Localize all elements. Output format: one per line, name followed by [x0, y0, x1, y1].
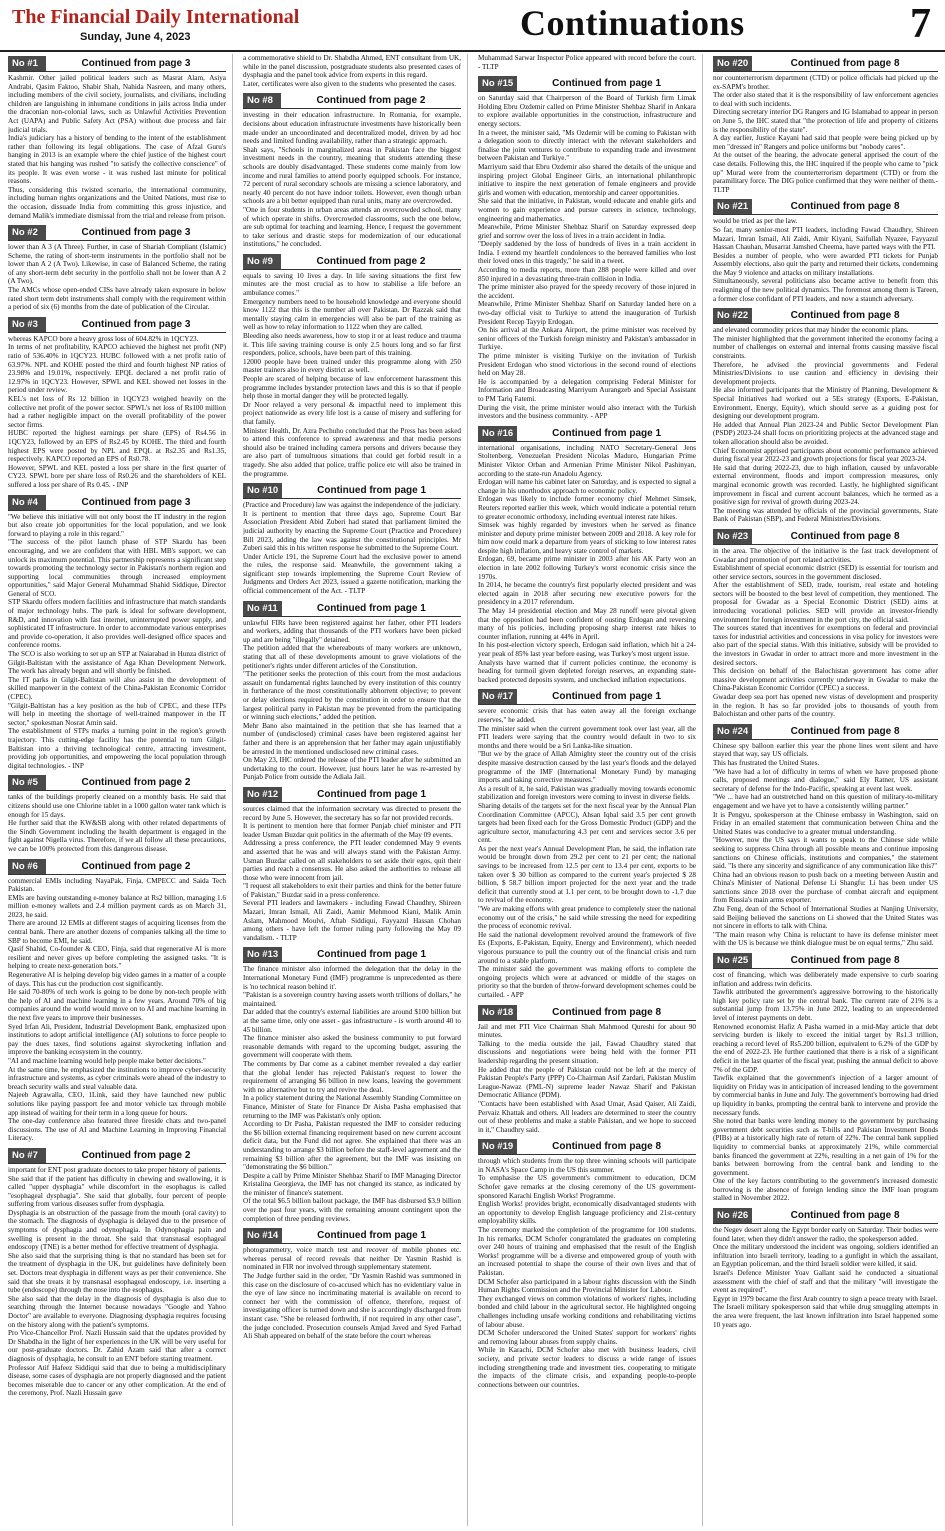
- article-header: [243, 1228, 461, 1244]
- column-2: [243, 54, 468, 1526]
- article-block: [713, 527, 938, 719]
- article-header: [713, 953, 938, 969]
- article-block: [478, 424, 696, 685]
- article-text: a commemorative shield to Dr. Shabdha Ahmed, ENT consultant from UK, while in the panel discussion, postgraduate students also presented cases of dysphagia and the panel took advice from experts in this regard. Later, certificates were also given to the students who presented the cases.: [243, 54, 461, 88]
- article-text: through which students from the top three winning schools will participate in NASA's Space Camp in the US this summer. To emphasise the US government's commitment to education, DCM Schofer gave remarks at the closing ceremony of the US government-sponsored Karachi English Works! Programme. English Works! provides bright, economically disadvantaged students with an opportunity to develop English language proficiency and 21st-century employability skills. The ceremony marked the completion of the programme for 100 students. In his remarks, DCM Schofer congratulated the graduates on completing over 240 hours of training and emphasised that the result of the English Works! programme will be a diverse and empowered group of youth with an increased potential to shape the course of their own lives and that of Pakistan. DCM Schofer also participated in a labour rights discussion with the Sindh Human Rights Commission and the Provincial Minister for Labour. They exchanged views on common violations of workers' rights, including bonded and child labour in the agricultural sector. He highlighted ongoing challenges including unsafe working conditions and rehabilitating victims of labour abuse. DCM Schofer underscored the United States' support for workers' rights and removing labour abuses from supply chains. While in Karachi, DCM Schofer also met with business leaders, civil society, and private sector leaders to discuss a wide range of issues including strengthening trade and investment ties, cooperating to mitigate the impacts of the climate crisis, and expanding people-to-people connections between our countries.: [478, 1157, 696, 1389]
- article-number: No #8: [243, 93, 281, 108]
- article-block: [243, 481, 461, 596]
- article-header: [8, 56, 226, 72]
- article-header: [8, 317, 226, 333]
- article-number: No #3: [8, 317, 46, 332]
- article-header: [243, 601, 461, 617]
- article-header: [713, 529, 938, 545]
- article-text: on Saturday said that Chairperson of the Board of Turkish firm Limak Holding Ebru Ozdemir called on Prime Minister Shehbaz Sharif in Ankara to explore available opportunities in the construction, infrastructure and energy sectors. In a tweet, the minister said, "Ms Ozdemir will be coming to Pakistan with a delegation soon to directly interact with the relevant stakeholders and finalise the joint ventures to contribute to expanding trade and investment between Pakistan and Turkiye." Marriyum said that Ebru Ozdemir also shared the details of the unique and inspiring project Global Engineer Girls, an international philanthropic initiative to inspire the next generation of female engineers and provide girls and women with education, mentorship and career opportunities. She said that the initiative, in Pakistan, would educate and enable girls and women to gain experience and pursue careers in science, technology, engineering and mathematics. Meanwhile, Prime Minister Shehbaz Sharif on Saturday expressed deep grief and sorrow over the loss of lives in a train accident in India. "Deeply saddened by the loss of hundreds of lives in a train accident in India. I extend my heartfelt condolences to the bereaved families who lost their loved ones in this tragedy," he said in a tweet. According to media reports, more than 288 people were killed and over 850 injured in a devastating three-train collision in India. The prime minister also prayed for the speedy recovery of those injured in the accident. Meanwhile, Prime Minister Shehbaz Sharif on Saturday landed here on a two-day official visit to Turkiye to attend the inauguration of Turkish President Recep Tayyip Erdogan. On his arrival at the Ankara Airport, the prime minister was received by senior officers of the Turkish foreign ministry and Pakistan's ambassador in Turkiye. The prime minister is visiting Turkiye on the invitation of Turkish President Erdogan who stood victorious in the second round of elections held on May 28. He is accompanied by a delegation comprising Federal Minister for Information and Broadcasting Marriyum Aurangzeb and Special Assistant to PM Tariq Fatemi. During the visit, the prime minister would also interact with the Turkish investors and the business community. - APP: [478, 94, 696, 421]
- continued-from-label: Continued from page 8: [790, 201, 900, 213]
- article-number: No #26: [713, 1208, 752, 1223]
- article-header: [8, 495, 226, 511]
- article-text: lower than A 3 (A Three). Further, in case of Shariah Compliant (Islamic) Scheme, the rating of short-term instruments in the portfolio shall not be lower than A 2 (A Two). Likewise, in case of Balanced Scheme, the rating of any short-term debt security in the portfolio shall not be lower than A 2 (A Two). The AMCs whose open-ended CISs have already taken exposure in below rated short term debt instruments shall comply with the requirement within a period of six (6) months from the date of publication of the Circular.: [8, 243, 226, 312]
- article-text: Kashmir. Other jailed political leaders such as Masrat Alam, Asiya Andrabi, Qasim Faktoo, Shabir Shah, Nahida Nasreen, and many others, including members of the civil society, journalists, and civilians, including children are languishing in inhumane conditions in jails across India under the draconian non-colonial laws, such as Unlawful Activities Prevention Act (UAPA) and Public Safety Act (PSA) without due process and fair judicial trials. India's judiciary has a history of bending to the intent of the establishment rather than following its legal obligations. The case of Afzal Guru's hanging in 2013 is an example where the chief justice of the highest court stated that his hanging was rushed "to satisfy the collective conscience" of its people. It was even worse - it was rushed last minute for political reasons. Thus, considering this twisted scenario, the international community, including human rights organizations and the United Nations, must rise to the occasion, dissuade India from committing this gross injustice, and demand Malik's immediate dismissal from the trial and release from prison.: [8, 74, 226, 220]
- continued-from-label: Continued from page 1: [316, 602, 426, 614]
- article-block: [8, 223, 226, 312]
- continued-from-label: Continued from page 1: [317, 949, 427, 961]
- article-text: sources claimed that the information secretary was directed to present the record by June 5. However, the secretary has so far not provided records. It is pertinent to mention here that former Punjab chief minister and PTI leader Usman Buzdar quit politics in the aftermath of the May 09 events. Addressing a press conference, the PTI leader condemned May 9 events and asserted that he was and will always stand with the Pakistan Army. Usman Buzdar called on all stakeholders to set aside their egos, quit their parties and reach a consensus. He also asked the authorities to release all those who were innocent from jail. "I request all stakeholders to exit their parties and think for the better future of Pakistan," Buzdar said in a press conference. Several PTI leaders and lawmakers - including Fawad Chaudhry, Shireen Mazari, Imran Ismail, Ali Zaidi, Aamir Mehmood Kiani, Malik Amin Aslam, Mahmood Moulvi, Aftab Siddiqui, Fayyazul Hassan Chohan among others - have left the former ruling party following the May 09 vandalism. - TLTP: [243, 804, 461, 942]
- continued-from-label: Continued from page 2: [316, 255, 426, 267]
- continued-from-label: Continued from page 1: [317, 485, 427, 497]
- column-1: [8, 54, 233, 1526]
- continued-from-label: Continued from page 1: [317, 1230, 427, 1242]
- article-columns: [8, 54, 938, 1526]
- article-number: No #18: [478, 1005, 517, 1020]
- article-header: [478, 689, 696, 705]
- article-number: No #13: [243, 947, 282, 962]
- article-block: [713, 951, 938, 1203]
- article-number: No #7: [8, 1148, 46, 1163]
- article-number: No #17: [478, 689, 517, 704]
- article-block: [713, 1206, 938, 1329]
- article-text: Jail and met PTI Vice Chairman Shah Mahmood Qureshi for about 90 minutes. Talking to the media outside the jail, Fawad Chaudhry stated that discussions and negotiations were being held with the former PTI leadership regarding the present situation. He added that the people of Pakistan could not be left at the mercy of Pakistan People's Party (PPP) Co-Chairman Asif Zardari, Pakistan Muslim League-Nawaz (PML-N) supreme leader Nawaz Sharif and Pakistan Democratic Alliance (PDM). "Contacts have been established with Asad Umar, Asad Qaiser, Ali Zaidi, Pervaiz Khattak and others. All leaders are determined to steer the country out of these problems and make a stable Pakistan, and we hope to succeed in it," Chaudhry said.: [478, 1022, 696, 1134]
- continued-from-label: Continued from page 2: [81, 860, 191, 872]
- article-header: [478, 1139, 696, 1155]
- article-header: [713, 199, 938, 215]
- article-text: equals to saving 10 lives a day. In life saving situations the first few minutes are the most crucial as to how to stabilise a life before an ambulance comes." Emergency numbers need to be household knowledge and everyone should know 1122 that this is the number all over Pakistan. Dr Razzak said that mentally staying calm in emergencies will also be part of the training as well as how to relay information to 1122 when they are called. Bleeding also needs awareness, how to stop it or at least reduce and trauma it. This life saving training course is only 2.5 hours long and so far first responders, police, schools, have been part of this training. 12000 people have been trained under this programme along with 250 master trainers also in every district as well. People are scared of helping because of law enforcement harassment this programme includes bystander protection laws and this is so that if people help those in mortal danger they will be protected legally. Dr Noor relayed a very personal & impactful need to implement this project nationwide as every life lost is a cause of misery and suffering for that family. Minister Health, Dr. Azra Pechuho concluded that the Press has been asked to attend this conference to spread awareness and that media persons should also be trained including camera persons and drivers because they are also part of tumultuous situations that could get forbid result in a tragedy. She also added that police, traffic police etc will also be trained in the programme.: [243, 271, 461, 478]
- article-number: No #14: [243, 1228, 282, 1243]
- article-block: [8, 315, 226, 490]
- article-number: No #23: [713, 529, 752, 544]
- article-text: international organisations, including NATO Secretary-General Jens Stoltenberg, Venezuelan President Nicolas Maduro, Hungarian Prime Minister Viktor Orban and Armenian Prime Minister Nikol Pashinyan, according to the state-run Anadolu Agency. Erdogan will name his cabinet later on Saturday, and is expected to signal a change in his unorthodox approach to economic policy. Erdogan was likely to include former economy chief Mehmet Simsek, Reuters reported earlier this week, which would indicate a potential return to greater economic orthodoxy, including eventual interest rate hikes. Simsek was highly regarded by investors when he served as finance minister and deputy prime minister between 2009 and 2018. A key role for him now could mark a departure from years of sticking to low interest rates despite high inflation, and heavy state control of markets. Erdogan, 69, became prime minister in 2003 after his AK Party won an election in late 2002 following Turkey's worst economic crisis since the 1970s. In 2014, he became the country's first popularly elected president and was elected again in 2018 after securing new executive powers for the presidency in a 2017 referendum. The May 14 presidential election and May 28 runoff were pivotal given that the opposition had been confident of ousting Erdogan and reversing many of his policies, including proposing sharp interest rate hikes to counter inflation, running at 44% in April. In his post-election victory speech, Erdogan said inflation, which hit a 24-year peak of 85% last year before easing, was Turkey's most urgent issue. Analysts have warned that if current policies continue, the economy is heading for turmoil given depleted foreign reserves, an expanding state-backed protected deposits system, and unchecked inflation expectations.: [478, 443, 696, 684]
- continued-from-label: Continued from page 8: [790, 1210, 900, 1222]
- article-block: [8, 493, 226, 771]
- article-block: [8, 54, 226, 220]
- article-block: [243, 785, 461, 943]
- article-header: [8, 859, 226, 875]
- article-block: [713, 306, 938, 524]
- article-number: No #16: [478, 426, 517, 441]
- article-block: [243, 54, 461, 88]
- article-text: unlawful FIRs have been registered against her father, other PTI leaders and workers, adding that thousands of the PTI workers have been picked up and are being "illegally" detained. The petition added that the whereabouts of many workers are unknown, stating that all of these developments amount to grave violations of the petitioner's rights under different articles of the Constitution. "The petitioner seeks the protection of this court from the most audacious assault on fundamental rights launched by every institution of this country in furtherance of the most constitutionally abhorrent objective; to prevent or delay elections required by the constitution in order to ensure that the largest political party in Pakistan may be prevented from the participating or winning such elections," added the petition. Mehr Bano also maintained in the petition that she has learned that a number of (undisclosed) criminal cases have been registered against her father and there is an apprehension that her father may again unjustifiably be arrested in the mentioned undisclosed new criminal cases. On May 23, IHC ordered the release of the PTI leader after he submitted an undertaking to the court. However, just hours later he was re-arrested by Punjab Police from outside the Adiala Jail.: [243, 618, 461, 782]
- continued-from-label: Continued from page 2: [316, 95, 426, 107]
- article-number: No #2: [8, 225, 46, 240]
- article-text: investing in their education infrastructure. In Romania, for example, decisions about education infrastructure investments have historically been made under an uncoordinated and decentralized model, driven by ad hoc needs and limited funding availability, rather than a strategic approach. Shah says, "Schools in marginalized areas in Pakistan face the biggest investment needs in the country, meaning that students attending these schools are doubly disadvantaged. These students come mainly from low income and rural families to attend poorly equipped schools. For instance, 72 percent of rural secondary schools are missing a science laboratory, and nearly 40 percent do not have indoor toilets. However, even though urban schools are a bit better equipped than rural units, many are overcrowded. "One in four students in urban areas attends an overcrowded school, many of which operate in shifts. Overcrowded classrooms, such the one below, are sub optimal for teaching and learning. Hence, I request the government to take serious and drastic steps for modernization of our educational institutions," he concluded.: [243, 111, 461, 249]
- column-3: [478, 54, 703, 1526]
- article-block: [243, 91, 461, 249]
- article-text: would be tried as per the law. So far, many senior-most PTI leaders, including Fawad Chaudhry, Shireen Mazari, Imran Ismail, Ali Zaidi, Amir Kiyani, Saifullah Nyazee, Fayyazul Hassan Chauhan, Musarrat Jamshed Cheema, have parted ways with the PTI. Besides a number of people, who were awarded PTI tickets for Punjab Assembly elections, also quit the party and returned their tickets, condemning the May 9 violence and attacks on military installations. Simultaneously, several politicians also became active to benefit from this realigning of the new political dynamics. The foremost among them is Tareen, a former close confidant of PTI leaders, and now a staunch adversary.: [713, 217, 938, 303]
- article-text: in the area. The objective of the initiative is the fast track development of Gwadar and promotion of port related activities. Establishment of special economic district (SED) is essential for tourism and other service sectors, sources in the government disclosed. After the establishment of SED, trade, tourism, real estate and hoteling sectors will be boosted to the best level of competition, they mentioned. The proposal for Gwadar as a Special Economic District (SED) aims at introducing vocational policies. SED will provide an investor-friendly environment for foreign investment in the port city, the official said. The sources stated that incentives for exemptions on federal and provincial taxes for industrial activities and concessions in visa policy for investors were also part of the special status. With this initiative, subsidy will be provided to the investors in Gwadar in order to attract more and more investment in the desired sectors. This decision on behalf of the Balochistan government has come after massive development activities currently underway in Gwadar to make the China-Pakistan Economic Corridor (CPEC) a success. Gwadar deep sea port has opened new vistas of development and prosperity in the region. It has so far provided jobs to thousands of youth from Balochistan and other parts of the country.: [713, 546, 938, 719]
- article-block: [8, 773, 226, 853]
- article-header: [243, 254, 461, 270]
- article-number: No #19: [478, 1139, 517, 1154]
- article-number: No #25: [713, 953, 752, 968]
- article-number: No #21: [713, 199, 752, 214]
- continued-from-label: Continued from page 8: [790, 725, 900, 737]
- article-header: [243, 947, 461, 963]
- article-header: [243, 93, 461, 109]
- article-header: [713, 1208, 938, 1224]
- article-header: [243, 787, 461, 803]
- article-number: No #20: [713, 56, 752, 71]
- article-number: No #12: [243, 787, 282, 802]
- continued-from-label: Continued from page 1: [317, 788, 427, 800]
- article-block: [478, 54, 696, 71]
- article-text: and elevated commodity prices that may hinder the economic plans. The minister highlighted that the government inherited the economy facing a number of challenges on external and internal fronts causing massive fiscal constraints. Therefore, he advised the provincial governments and Federal Ministries/Divisions to use caution and efficiency in devising their development projects. He also informed participants that the Ministry of Planning, Development & Special Initiatives had worked out a 5Es strategy (Exports, E-Pakistan, Environment, Energy, Equity), which should serve as a guiding post for designing our development program. He added that Annual Plan 2023-24 and Public Sector Development Plan (PSDP) 2023-24 shall focus on prioritizing projects at the advanced stage and token allocation should also be avoided. Chief Economist apprised participants about economic performance achieved during fiscal year 2022-23 and growth projections for fiscal year 2023-24. He said that during 2022-23, due to high inflation, caused by unfavorable external environment, floods and import compression measures, only marginal economic growth was recorded. Lastly, he highlighted significant improvement in fiscal and current account balances, which he termed as a positive sign for revival of growth during 2023-24. The meeting was attended by officials of the provincial governments, State Bank of Pakistan (SBP), and Federal Ministries/Divisions.: [713, 326, 938, 524]
- article-number: No #15: [478, 76, 517, 91]
- article-number: No #4: [8, 495, 46, 510]
- continued-from-label: Continued from page 1: [552, 427, 662, 439]
- continued-from-label: Continued from page 8: [790, 530, 900, 542]
- continued-from-label: Continued from page 3: [81, 58, 191, 69]
- page-number: 7: [910, 1, 931, 47]
- article-number: No #11: [243, 601, 282, 616]
- section-title: Continuations: [520, 3, 745, 43]
- article-block: [713, 54, 938, 194]
- article-header: [243, 483, 461, 499]
- article-block: [8, 857, 226, 1143]
- continued-from-label: Continued from page 8: [790, 955, 900, 967]
- article-number: No #1: [8, 56, 46, 71]
- article-block: [478, 74, 696, 421]
- article-text: Chinese spy balloon earlier this year the phone lines went silent and have stayed that way, say US officials. This has frustrated the United States. "We have had a lot of difficulty in terms of when we have proposed phone calls, proposed meetings and dialogue," said Ely Ratner, US assistant secretary of defense for the Indo-Pacific, speaking at event last week. "We ... have had an outstretched hand on this question of military-to-military engagement and we have yet to have a consistently willing partner." It is Pengyu, spokesperson at the Chinese embassy in Washington, said on Friday in an emailed statement that communication between China and the United States was conducive to a greater mutual understanding. "However, now the US says it wants to speak to the Chinese side while seeking to suppress China through all possible means and continue imposing sanctions on Chinese officials, institutions and companies," the statement said. "Is there any sincerity and significance of any communication like this?" China had an obvious reason to push back on a meeting between Austin and China's Minister of National Defense Li Shangfu: Li has been under US sanctions since 2018 over the purchase of combat aircraft and equipment from Russia's main arms exporter. Zhu Feng, dean of the School of International Studies at Nanjing University, said Beijing believed the sanctions on Li showed that the United States was not sincere in efforts to talk with China. "The main reason why China is reluctant to have its defense minister meet with the US is because we think dialogue must be on equal terms," Zhu said.: [713, 741, 938, 948]
- article-text: the Negev desert along the Egypt border early on Saturday. Their bodies were found later, when they didn't answer the radio, the spokesperson added. Once the military understood the incident was ongoing, soldiers identified an infiltration into Israeli territory, leading to a gunfight in which the assailant, an Egyptian policeman, and the third Israeli soldier were killed, it said. Israel's Defence Minister Yoav Gallant said he conducted a situational assessment with the chief of staff and that the military "will investigate the event as required". Egypt in 1979 became the first Arab country to sign a peace treaty with Israel. The Israeli military spokesperson said that while drug smuggling attempts in the area were frequent, the last known infiltration into Israel happened some 10 years ago.: [713, 1226, 938, 1329]
- article-block: [478, 1003, 696, 1135]
- article-text: commercial EMIs including NayaPak, Finja, CMPECC and Saida Tech Pakistan. EMIs are having outstanding e-money balance at Rs2 billion, managing 1.6 million e-money wallets and 2.4 million payment cards as on March 31, 2023, he said. There are around 12 EMIs at different stages of acquiring licenses from the central bank. There are another dozens of companies talking all the time to SBP to become EMI, he said. Qasif Shahid, Co-founder & CEO, Finja, said that regenerative AI is more resilient and never gives up before completing the assigned tasks. "It is helping to create next-generation bots." Regenerative AI is helping develop big video games in a matter of a couple of days. This has cut the production cost significantly. He said 70-80% of tech work is going to be done by non-tech people with the help of AI and machine learning in a few years. Around 70% of big companies around the world would move on to AI and machine learning in the next five years to improve their businesses. Syed Irfan Ali, President, Industrial Development Bank, emphasized upon institutions to adopt artificial intelligence (AI) solutions to force people to pay the dues taxes, find solutions against skyrocketing inflation and improve the banking ecosystem in the country. "AI and machine learning would help people make better decisions." At the same time, he emphasized the institutions to improve cyber-security infrastructure and systems, as cyber criminals were ahead of the industry to breach security walls and steal valuable data. Najeeb Agrawalla, CEO, 1Link, said they have launched new public solutions like paying passport fee and motor vehicle tax through mobile app instead of waiting for their term in a long queue for hours. The one-day conference also featured three fireside chats and two-panel discussions. The use of AI and Machine Learning in Improving Financial Literacy.: [8, 876, 226, 1143]
- article-block: [478, 687, 696, 999]
- article-number: No #10: [243, 483, 282, 498]
- continued-from-label: Continued from page 1: [552, 691, 662, 703]
- continued-from-label: Continued from page 1: [552, 78, 662, 90]
- continued-from-label: Continued from page 8: [790, 58, 900, 69]
- article-header: [713, 308, 938, 324]
- article-header: [8, 1148, 226, 1164]
- continued-from-label: Continued from page 2: [81, 1149, 191, 1161]
- continued-from-label: Continued from page 3: [81, 318, 191, 330]
- article-header: [478, 426, 696, 442]
- article-header: [8, 225, 226, 241]
- continued-from-label: Continued from page 3: [81, 227, 191, 239]
- article-number: No #5: [8, 775, 46, 790]
- continued-from-label: Continued from page 8: [790, 310, 900, 322]
- article-text: The finance minister also informed the delegation that the delay in the International Monetary Fund (IMF) programme is unprecedented as there is 'no technical reason behind it'. "Pakistan is a sovereign country having assets worth trillions of dollars," he maintained. Dar added that the country's external liabilities are around $100 billion but at the same time, only one asset - gas infrastructure - is worth around 40 to 45 billion. The finance minister also asked the business community to put forward reasonable demands with regard to the upcoming budget, assuring the government will cooperate with them. The comments by Dar come as a cabinet member revealed a day earlier that the global lender has rejected Pakistan's request to lower the requirement of arranging $6 billion in new loans, leaving the government with no alternative but to try and revive the deal. In a policy statement during the National Assembly Standing Committee on Finance, Minister of State for Finance Dr Aisha Pasha emphasised that returning to the IMF was Pakistan's only option. According to Dr Pasha, Pakistan requested the IMF to consider reducing the $6 billion external financing requirement based on new current account deficit data, but the Fund did not agree. She explained that there was an understanding to arrange $3 billion before the staff-level agreement and the remaining $3 billion after the agreement, but the IMF was insisting on "demonstrating the $6 billion." Despite a call by Prime Minister Shehbaz Sharif to IMF Managing Director Kristalina Georgieva, the IMF has not changed its stance, as indicated by the minister of finance's statement. Of the total $6.5 billion bailout package, the IMF has disbursed $3.9 billion over the past four years, with the remaining amount contingent upon the completion of three pending reviews.: [243, 965, 461, 1223]
- article-header: [8, 775, 226, 791]
- article-text: whereas KAPCO bore a heavy gross loss of 604.82% in 1QCY23. In terms of net profitability, KAPCO achieved the highest net profit (NP) ratio of 536.40% in 1QCY23. HUBC followed with a net profit ratio of 63.97%. NPL and KOHE posted the third and fourth highest NP ratios of 23.98% and 19.01%, respectively. EPQL declared a net profit ratio of 12.97% in 1QCY23. However, SPWL and KEL showed net losses in the period under review. KEL's net loss of Rs 12 billion in 1QCY23 weighed heavily on the collective net profit of the power sector. SPWL's net loss of Rs100 million had a rather negligible impact on the overall profitability of the power sector firms. HUBC reported the highest earnings per share (EPS) of Rs4.56 in 1QCY23, followed by an EPS of Rs2.45 by KOHE. The third and fourth highest EPS were posted by NPL and EPQL at Rs2.35 and Rs1.35, respectively. KAPCO reported an EPS of Rs0.78. However, SPWL and KEL posted a loss per share in the first quarter of CY23. SPWL bore per share loss of Rs0.26 and the shareholders of KEL suffered a loss per share of Rs 0.45. - INP: [8, 334, 226, 489]
- newspaper-name: The Financial Daily International: [12, 6, 300, 28]
- article-header: [478, 1005, 696, 1021]
- continued-from-label: Continued from page 8: [552, 1141, 662, 1153]
- article-text: photogrammetry, voice match test and recover of mobile phones etc. whereas perusal of record reveals that neither Dr Yasmin Rashid is nominated in FIR nor involved through supplementary statement. The Judge further said in the order, "Dr Yasmin Rashid was summoned in this case on the disclosure of co-accused which has no evidentiary value in the eye of law since no incriminating material is available on record to connect her with the commission of offence, therefore, request of investigating officer is turned down and she is accordingly discharged from instant case. "She be released forthwith, if not required in any other case", the judge concluded. Prosecution counsels Amjad Javed and Syed Farhad Ali Shah appeared on behalf of the state before the court whereas: [243, 1246, 461, 1341]
- article-header: [713, 724, 938, 740]
- article-number: No #24: [713, 724, 752, 739]
- article-text: Muhammad Sarwar Inspector Police appeared with record before the court. - TLTP: [478, 54, 696, 71]
- article-number: No #22: [713, 308, 752, 323]
- article-header: [713, 56, 938, 72]
- article-block: [713, 197, 938, 303]
- article-block: [243, 599, 461, 782]
- article-text: important for ENT post graduate doctors to take proper history of patients. She said that if the patient has difficulty in chewing and swallowing, it is called "upper dysphagia" while discomfort in the esophagus is called "esophageal dysphagia". She said that globally, four percent of people suffering from various diseases suffer from dysphagia. Dysphagia is an obstruction of the passage from the mouth (oral cavity) to the stomach. The diagnosis of dysphagia is delayed due to the presence of symptoms of dysphagia and odynophagia. In Odynophagia pain and swelling is present in the throat. She said that transnasal esophageal endoscopy (TNE) is a better method for effective treatment of dysphagia. She also said that the surprising thing is that no standard has been set for the treatment of dysphagia in the UK, but guidelines have definitely been set. Doctors treat dysphagia in different ways as per their convenience. She said that she treats it by transnasal esophageal endoscopy, i.e. inserting a tube (endoscope) through the nose into the esophagus. She also said that the delay in the diagnosis of dysphagia is also due to searching through the Internet because nowadays "Google and Yahoo Doctor" are available to everyone. Diagnosing dysphagia requires focusing on the history along with the patient's symptoms. Pro Vice-Chancellor Prof. Nazli Hussain said that the updates provided by Dr Shabdha in the light of her experiences in the UK will be very useful for our post-graduate doctors. Dr. Zahid Azam said that after a correct diagnosis of dysphagia, he consult to an ENT before starting treatment. Professor Atif Hafeez Siddiqui said that due to being a multidisciplinary disease, some cases of dysphagia are not properly diagnosed and the patient becomes miserable due to cancer or any other complication. At the end of the ceremony, Prof. Nazli Hussain gave: [8, 1165, 226, 1398]
- issue-date: Sunday, June 4, 2023: [80, 31, 191, 43]
- article-text: "We believe this initiative will not only boost the IT industry in the region but also create job opportunities for the local population, and we look forward to playing a role in this regard." "The success of the pilot launch phase of STP Skardu has been encouraging, and we are confident that with HBL MB's support, we can unlock its maximum potential. This partnership represents a significant step towards promoting the technology sector in Pakistan's northern region and supporting local communities through increased employment opportunities," said Major General Muhammad Shahid Siddique, Director General of SCO. STP Skardu offers modern facilities and infrastructure that match standards of major technology hubs. The park is ideal for software development, R&D, and innovation with fast internet, uninterrupted power supply, and sophisticated IT infrastructure. In order to accommodate various enterprises and provide co-operation, it also provides well-designed office spaces and conference rooms. The SCO is also working to set up an STP at Naiarabad in Hunza district of Gilgit-Baltistan with the assistance of Aga Khan Development Network. The work has already begun and will shortly be finished. The IT parks in Gilgit-Baltistan will also assist in the development of skilled manpower in the context of the China-Pakistan Economic Corridor (CPEC). "Gilgit-Baltistan has a key position as the hub of CPEC, and these ITPs will help in meeting the shortage of well-trained manpower in the IT sector," spokesman Nosrat Amin said. The establishment of STPs marks a turning point in the region's growth trajectory. This cutting-edge facility has the potential to turn Gilgit-Baltistan into a thriving technological centre, attracting investment, providing job opportunities, and empowering the local population through digital technologies. - INP: [8, 512, 227, 770]
- article-block: [713, 722, 938, 948]
- continued-from-label: Continued from page 3: [81, 496, 191, 508]
- article-number: No #9: [243, 254, 281, 269]
- article-block: [243, 945, 461, 1223]
- article-header: [478, 76, 696, 92]
- article-text: nor counterterrorism department (CTD) or police officials had picked up the ex-SAPM's brother. The order also stated that it is the responsibility of law enforcement agencies to deal with such incidents. Directing secretary interior DG Rangers and IG Islamabad to appear in person on June 5, the IHC stated that "the protection of life and property of citizens is the responsibility of the state". A day earlier, Justice Kayani had said that people were being picked up by men "dressed in" Rangers and police uniforms but "nobody cares". At the outset of the hearing, the advocate general apprised the court of the case details. Following this, the IHC inquired if the people who came to "pick up" Murad were from the counterterrorism department (CTD) or from the paramilitary force. The DIG police confirmed that they were neither of them.- TLTP: [713, 74, 938, 194]
- continued-from-label: Continued from page 2: [81, 777, 191, 789]
- article-block: [243, 252, 461, 478]
- masthead: [0, 0, 945, 52]
- article-text: severe economic crisis that has eaten away all the foreign exchange reserves," he added. The minister said when the current government took over last year, all the PTI leaders were saying that the country would default in two to six months and there would be a Sri Lanka-like situation. "But we by the grace of Allah Almighty steer the country out of the crisis despite massive destruction caused by the last year's floods and the delayed programme of the IMF (International Monetary Fund) by managing imports and taking corrective measures." As a result of it, he said, Pakistan was gradually moving towards economic stabilization and foreign investors were coming to invest in diverse fields. Sharing details of the targets set for the next fiscal year by the Annual Plan Coordination Committee (APCC), Ahsan Iqbal said 3.5 per cent growth targets had been fixed each for the Gross Domestic Product (GDP) and the agriculture sector, manufacturing 4.3 per cent and services sector 3.6 per cent. As per the next year's Annual Development Plan, he said, the inflation rate would be brought down from 29.2 per cent to 21 per cent; the national savings to be increased from 12.5 per cent to 13.4 per cent, exports to be taken over $ 30 billion as compared to the current year's projected $ 28 billion, $ 58.7 billion import projected for the next year and the trade deficit that currently stood at 1.1 per cent, to be brought down to -1.7 due to revival of the economy. "We are making efforts with great prudence to completely steer the national economy out of the crisis," he said while stressing the need for expediting the process of economic revival. He said the national development revolved around the framework of five Es (Exports, E-Pakistan, Equity, Energy and Environment), which needed vigorous pursuance to pull the country out of the financial crisis and turn around to a stable platform. The minister said the government was making efforts to complete the ongoing projects which were at advanced or middle of the stages on priority so that the burden of throw-forward development schemes could be curtailed. - APP: [478, 707, 696, 999]
- continued-from-label: Continued from page 8: [552, 1006, 662, 1018]
- article-block: [8, 1146, 226, 1398]
- article-block: [243, 1226, 461, 1341]
- column-4: [713, 54, 938, 1526]
- article-number: No #6: [8, 859, 46, 874]
- article-block: [478, 1137, 696, 1389]
- article-text: tanks of the buildings properly cleaned on a monthly basis. He said that citizens should use one Chlorine tablet in a 1000 gallon water tank which is enough for 15 days. He further said that the KW&SB along with other related departments of the Sindh Government including the health department is engaged in the fight against Nigella virus. Therefore, if we all follow all these precautions, we can be 100% protected from this dangerous disease.: [8, 793, 226, 853]
- article-text: (Practice and Procedure) law was against the independence of the judiciary. It is pertinent to mention that three days ago, Supreme Court Bar Association President Abid Zuberi had stated that parliament limited the judicial authority by enacting the Supreme Court (Practice and Procedure) Bill 2023, adding the law was against the constitutional principles. Mr Zuberi said this in his written response he submitted to the Supreme Court. Under Article 191, the Supreme Court had the exclusive power to amend the rules, the response said. Meanwhile, the government taking a significant step towards implementing the Supreme Court Review of Judgments and Orders Act 2023, issued a gazette notification, marking the official commencement of the Act. - TLTP: [243, 501, 461, 596]
- article-text: cost of financing, which was deliberately made expensive to curb soaring inflation and address twin deficits. Tawfik attributed the government's aggressive borrowing to the historically high key policy rate set by the central bank. The current rate of 21% is a substantial jump from 13.75% in June 2022, leading to an unprecedented level of interest payments on debt. Renowned economist Hafiz A Pasha warned in a mid-May article that debt servicing burden is likely to exceed the initial target by Rs1.3 trillion, reaching a record level of Rs5.200 billion, equivalent to 6.2% of the GDP by the end of 2022-23. He further cautioned that there is a risk of a significant deficit in the last quarter of the fiscal year, pushing the annual deficit to above 7% of the GDP. Tawfik explained that the government's injection of a larger amount of liquidity on Friday was in anticipation of increased lending to the government by commercial banks in June and July. The government's borrowing had dried up liquidity in banks, prompting the central bank to intervene and provide the necessary funds. She noted that banks were lending money to the government by purchasing government debt securities such as T-bills and Pakistan Investment Bonds (PIBs) at a historically high rate of return of 22%. The central bank supplied liquidity to commercial banks at approximately 21%, while commercial banks financed the government at 22%, resulting in a net gain of 1% for the banks between borrowing from the central bank and lending to the government. One of the key factors contributing to the government's increased domestic borrowing is the absence of foreign lending since the IMF loan program stalled in November 2022.: [713, 971, 938, 1203]
